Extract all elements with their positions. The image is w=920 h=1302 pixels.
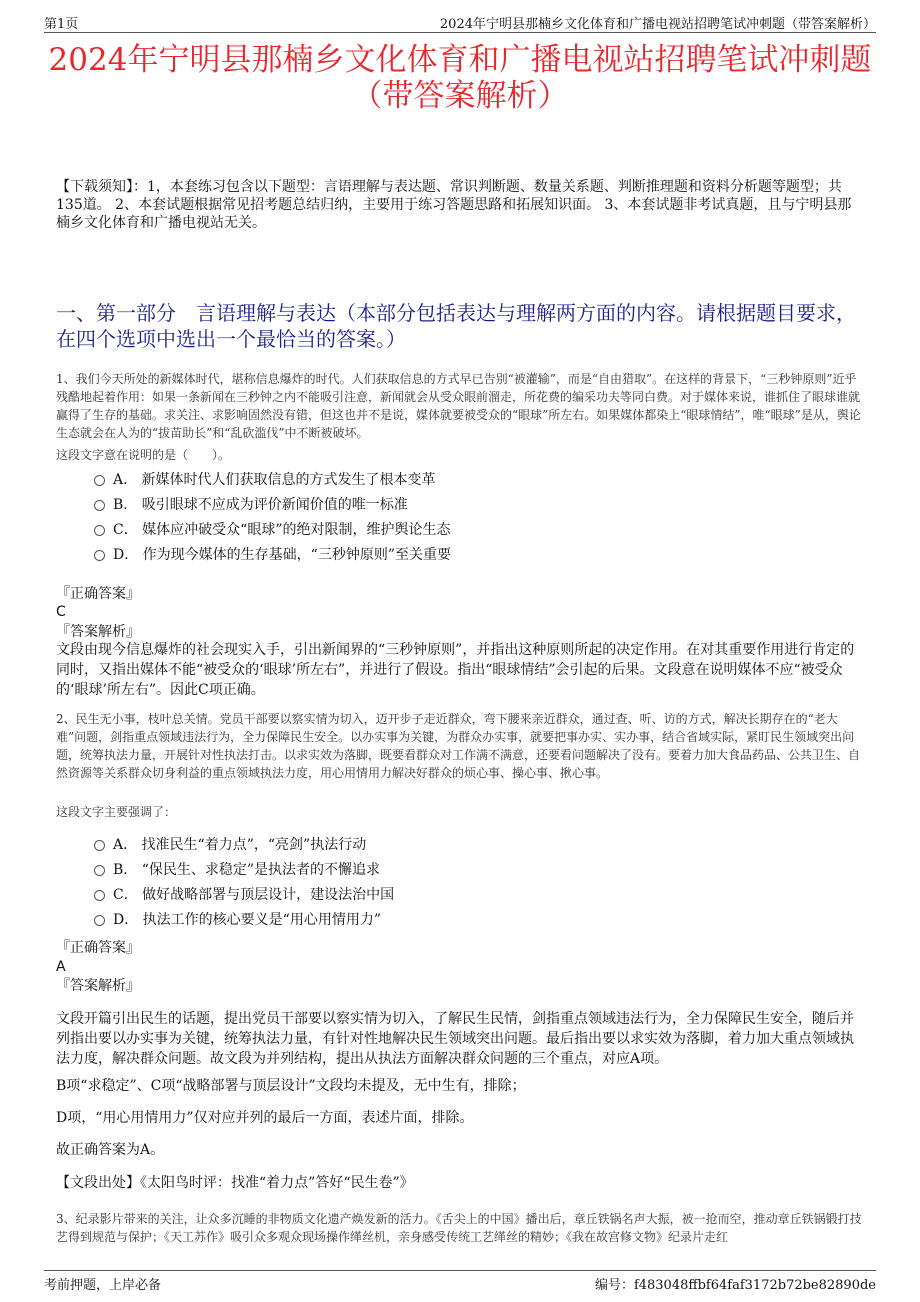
q1-analysis: 文段由现今信息爆炸的社会现实入手，引出新闻界的“三秒钟原则”，并指出这种原则所起的决定作用。在对其重要作用进行肯定的同时，又指出媒体不能“被受众的‘眼球’所左右”，并进行了假设。指出“眼球情结”会引起的后果。文段意在说明媒体不应“被受众的‘眼球’所左右”。因此C项正确。 [56, 642, 855, 698]
q2-note-d: D项，“用心用情用力”仅对应并列的最后一方面，表述片面，排除。 [56, 1110, 474, 1126]
radio-icon [94, 865, 105, 876]
footer-code: 编号：f483048ffbf64faf3172b72be82890de [594, 1278, 876, 1293]
page-header [44, 10, 876, 33]
q1-option-a[interactable]: A． 新媒体时代人们获取信息的方式发生了根本变革 [94, 471, 436, 489]
q1-option-d[interactable]: D． 作为现今媒体的生存基础，“三秒钟原则”至关重要 [94, 546, 451, 564]
radio-icon [94, 550, 105, 561]
title-line-2: （带答案解析） [351, 78, 569, 114]
q1-stem: 这段文字意在说明的是（ ）。 [56, 448, 231, 462]
q2-option-d[interactable]: D． 执法工作的核心要义是“用心用情用力” [94, 911, 381, 929]
page-number: 第1页 [44, 17, 79, 32]
q2-answer: A [56, 959, 66, 975]
q1-answer: C [56, 604, 66, 620]
q1-option-b[interactable]: B． 吸引眼球不应成为评价新闻价值的唯一标准 [94, 496, 408, 514]
radio-icon [94, 915, 105, 926]
q1-passage: 1、我们今天所处的新媒体时代，堪称信息爆炸的时代。人们获取信息的方式早已告别“被灌输”，而是“自由猎取”。在这样的背景下，“三秒钟原则”近乎残酷地起着作用：如果一条新闻在三秒钟之内不能吸引注意，新闻就会从受众眼前溜走，所花费的编采功夫等同白费。对于媒体来说，谁抓住了眼球谁就赢得了生存的基础。求关注、求影响固然没有错，但这也并不是说，媒体就要被受众的“眼球”所左右。如果媒体都染上“眼球情结”，唯“眼球”是从，舆论生态就会在人为的“拔苗助长”和“乱砍滥伐”中不断被破坏。 [56, 372, 861, 440]
section-heading: 一、第一部分 言语理解与表达（本部分包括表达与理解两方面的内容。请根据题目要求，在四个选项中选出一个最恰当的答案。） [56, 301, 856, 351]
q2-option-a[interactable]: A． 找准民生“着力点”，“亮剑”执法行动 [94, 836, 366, 854]
q2-analysis-label: 『答案解析』 [56, 978, 140, 994]
q2-passage: 2、民生无小事，枝叶总关情。党员干部要以察实情为切入，迈开步子走近群众，弯下腰来亲近群众，通过查、听、访的方式，解决长期存在的“老大难”问题，剑指重点领域违法行为，全力保障民生安全。以办实事为关键，为群众办实事，就要把事办实、实办事，结合省域实际，紧盯民生领域突出问题，统筹执法力量，开展针对性执法打击。以求实效为落脚，既要看群众对工作满不满意，还要看问题解决了没有。要着力加大食品药品、公共卫生、自然资源等关系群众切身利益的重点领域执法力度，用心用情用力解决好群众的烦心事、操心事、揪心事。 [56, 712, 861, 780]
title-line-1: 2024年宁明县那楠乡文化体育和广播电视站招聘笔试冲刺题 [48, 42, 872, 78]
header-doc-title: 2024年宁明县那楠乡文化体育和广播电视站招聘笔试冲刺题（带答案解析） [439, 17, 876, 32]
footer-slogan: 考前押题，上岸必备 [44, 1278, 162, 1293]
radio-icon [94, 500, 105, 511]
page-footer [44, 1270, 876, 1293]
radio-icon [94, 475, 105, 486]
q2-answer-label: 『正确答案』 [56, 940, 140, 956]
q2-analysis: 文段开篇引出民生的话题，提出党员干部要以察实情为切入，了解民生民情，剑指重点领域违法行为，全力保障民生安全，随后并列指出要以办实事为关键，统筹执法力量，有针对性地解决民生领域突出问题。最后指出要以求实效为落脚，着力加大重点领域执法力度，解决群众问题。故文段为并列结构，提出从执法方面解决群众问题的三个重点，对应A项。 [56, 1011, 854, 1067]
q2-note-b: B项“求稳定”、C项“战略部署与顶层设计”文段均未提及，无中生有，排除； [56, 1078, 526, 1094]
q2-source: 【文段出处】《太阳鸟时评：找准“着力点”答好“民生卷”》 [56, 1175, 414, 1191]
q3-passage: 3、纪录影片带来的关注，让众多沉睡的非物质文化遗产焕发新的活力。《舌尖上的中国》播出后，章丘铁锅名声大振，被一抢而空，推动章丘铁锅锻打技艺得到规范与保护；《天工苏作》吸引众多观众现场操作缂丝机，亲身感受传统工艺缂丝的精妙；《我在故宫修文物》纪录片走红 [56, 1212, 862, 1244]
q2-option-c[interactable]: C． 做好战略部署与顶层设计，建设法治中国 [94, 886, 394, 904]
q2-stem: 这段文字主要强调了： [56, 805, 177, 819]
radio-icon [94, 890, 105, 901]
q1-analysis-label: 『答案解析』 [56, 624, 140, 640]
document-title [40, 42, 880, 114]
radio-icon [94, 840, 105, 851]
q2-option-b[interactable]: B． “保民生、求稳定”是执法者的不懈追求 [94, 861, 380, 879]
q1-answer-label: 『正确答案』 [56, 586, 140, 602]
radio-icon [94, 525, 105, 536]
q1-option-c[interactable]: C． 媒体应冲破受众“眼球”的绝对限制，维护舆论生态 [94, 521, 450, 539]
q2-conclusion: 故正确答案为A。 [56, 1142, 165, 1158]
download-notice: 【下载须知】：1，本套练习包含以下题型：言语理解与表达题、常识判断题、数量关系题、判断推理题和资料分析题等题型；共135道。 2、本套试题根据常见招考题总结归纳，主要用于练习答题思路和拓展知识面。 3、本套试题非考试真题，且与宁明县那楠乡文化体育和广播电视站无关。 [56, 179, 852, 231]
